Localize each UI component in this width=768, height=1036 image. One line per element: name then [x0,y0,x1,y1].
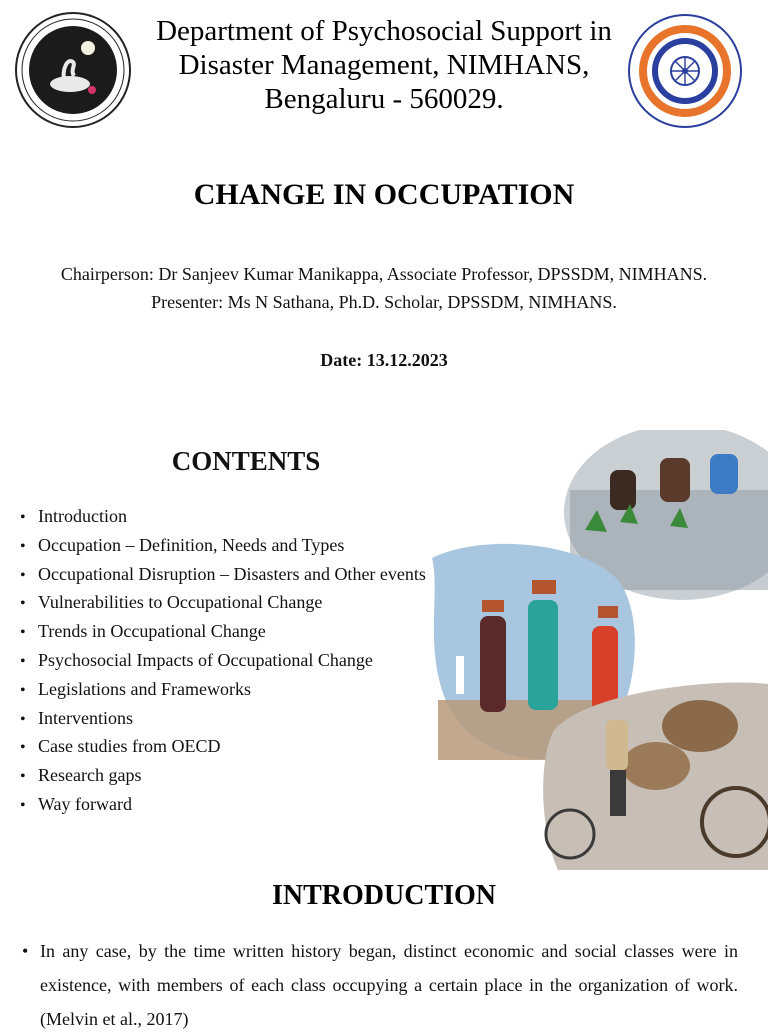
contents-item-label: Way forward [38,793,133,814]
bullet: • [20,768,26,786]
department-title-line-1: Department of Psychosocial Support in [156,15,612,47]
list-item [20,502,480,531]
list-item [20,790,480,819]
bullet: • [20,681,26,699]
contents-item-label: Vulnerabilities to Occupational Change [38,592,323,613]
bullet: • [20,537,26,555]
list-item [20,531,480,560]
list-item [20,732,480,761]
presentation-title: CHANGE IN OCCUPATION [193,178,575,211]
contents-item-label: Psychosocial Impacts of Occupational Change [38,649,373,670]
bullet: • [20,796,26,814]
introduction-text: In any case, by the time written history began, distinct economic and social classes were in existence, with members of each class occupying a certain place in the organization of work. (Melvin et al., 2017) [40,941,738,1029]
contents-heading: CONTENTS [171,446,321,476]
bullet: • [20,739,26,757]
introduction-paragraph [22,934,738,1036]
list-item [20,675,480,704]
presentation-date: Date: 13.12.2023 [320,350,448,370]
introduction-heading: INTRODUCTION [271,880,497,911]
contents-list [20,502,480,819]
contents-item-label: Introduction [38,506,127,526]
contents-item-label: Legislations and Frameworks [38,678,251,699]
contents-item-label: Interventions [38,707,133,728]
department-title [118,14,650,116]
department-title-line-2: Disaster Management, NIMHANS, [178,49,590,81]
list-item [20,704,480,733]
department-title-line-3: Bengaluru - 560029. [264,83,504,115]
bullet: • [22,941,29,961]
list-item [20,617,480,646]
chairperson-line: Chairperson: Dr Sanjeev Kumar Manikappa, Associate Professor, DPSSDM, NIMHANS. [60,264,708,284]
list-item [20,761,480,790]
bullet: • [20,595,26,613]
bullet: • [20,624,26,642]
bullet: • [20,566,26,584]
list-item [20,646,480,675]
bullet: • [20,710,26,728]
bullet: • [20,652,26,670]
occupation-photo-collage [420,430,768,870]
contents-item-label: Occupational Disruption – Disasters and Other events [38,563,426,584]
list-item [20,560,480,589]
contents-item-label: Case studies from OECD [38,736,221,757]
nimhans-logo [12,12,134,128]
contents-item-label: Trends in Occupational Change [38,621,266,642]
contents-item-label: Research gaps [38,765,142,786]
list-item [20,588,480,617]
bullet: • [20,509,26,526]
contents-item-label: Occupation – Definition, Needs and Types [38,534,345,555]
dpssdm-logo [626,12,744,130]
presenter-line: Presenter: Ms N Sathana, Ph.D. Scholar, DPSSDM, NIMHANS. [151,292,617,312]
